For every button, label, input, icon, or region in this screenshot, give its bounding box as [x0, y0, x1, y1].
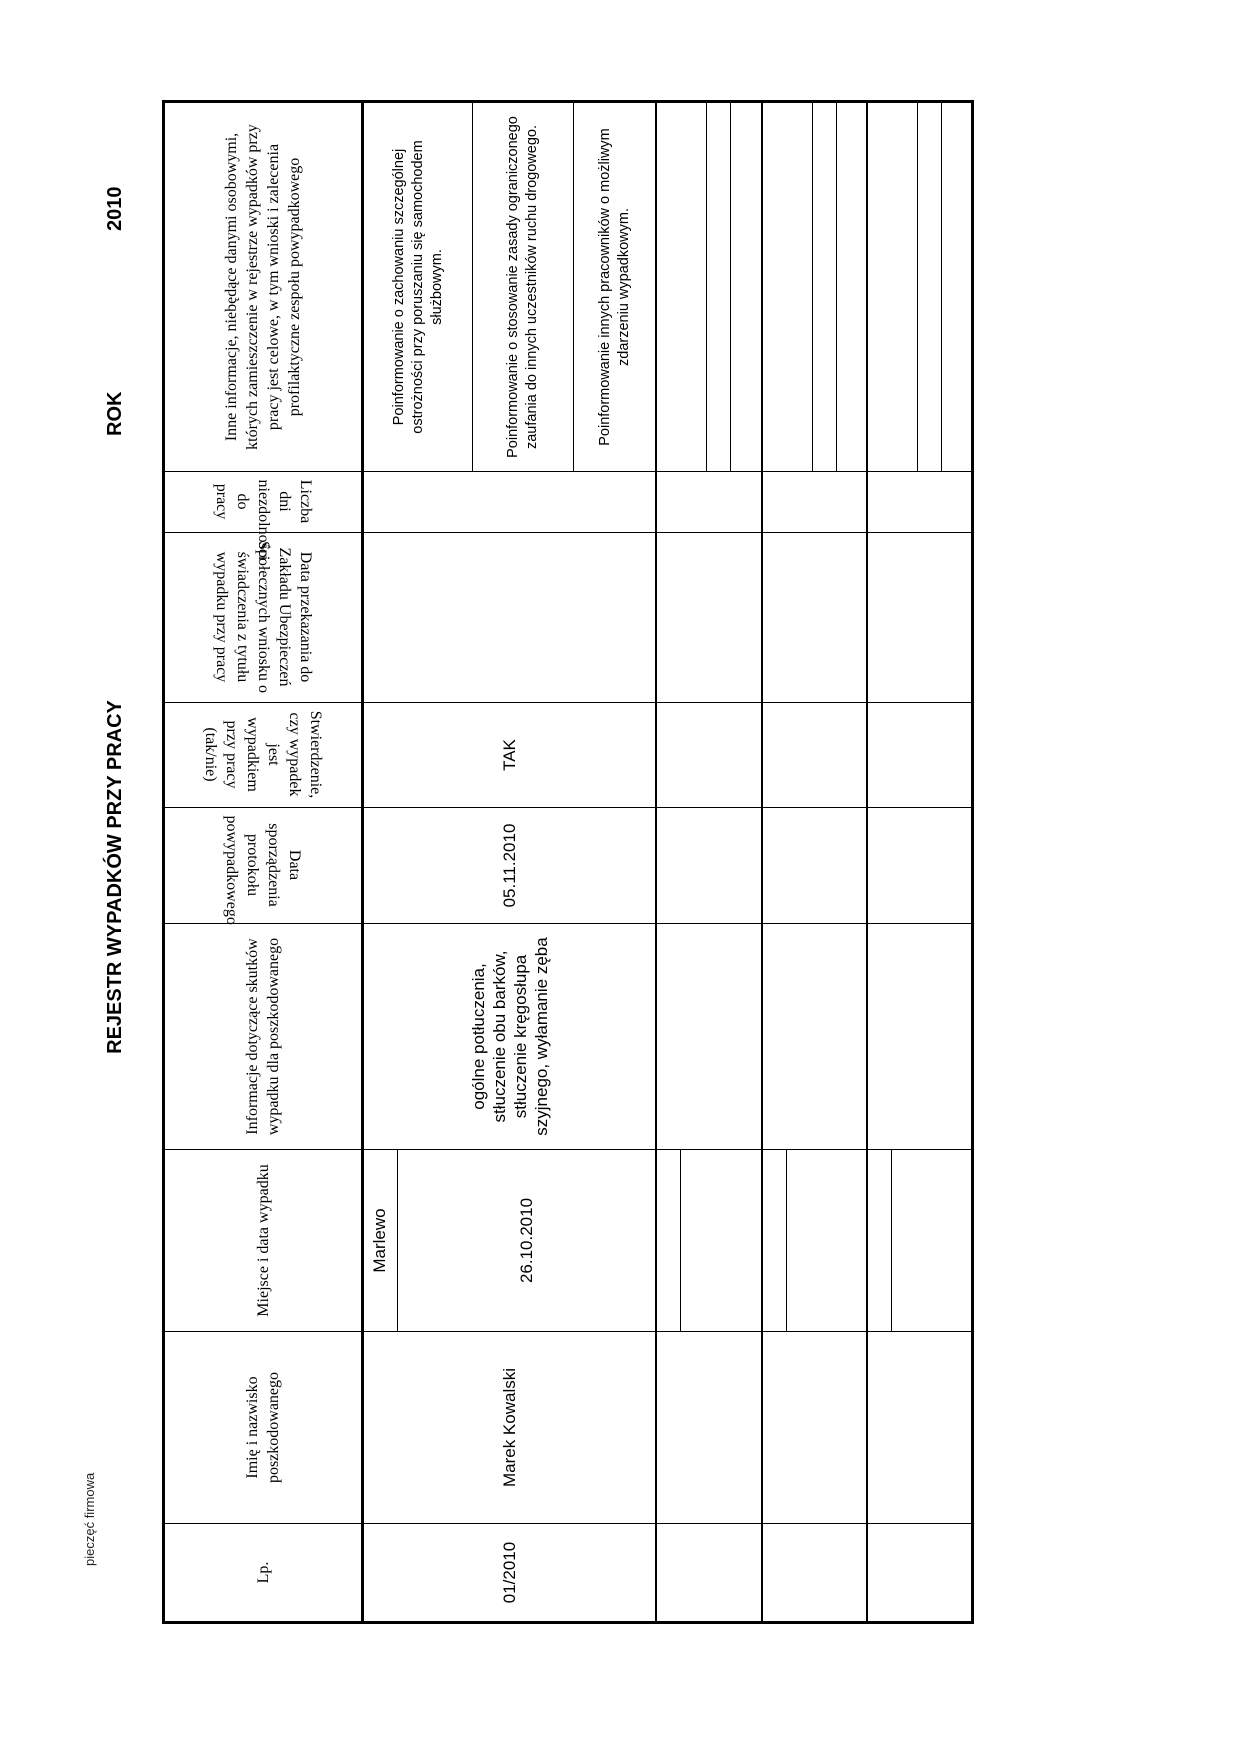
cell-protocol-date: 05.11.2010: [363, 808, 657, 924]
cell-empty: [656, 703, 762, 808]
cell-empty: [867, 808, 973, 924]
info-item: Poinformowanie innych pracowników o możliwym zdarzeniu wypadkowym.: [573, 103, 655, 471]
info-item: Poinformowanie o stosowanie zasady ograniczonego zaufania do innych uczestników ruchu drogowego.: [472, 103, 573, 471]
cell-empty: [762, 1332, 867, 1524]
info-item: Poinformowanie o zachowaniu szczególnej ostrożności przy poruszaniu się samochodem służbowym.: [390, 140, 445, 434]
cell-empty: [656, 102, 762, 472]
cell-date: 26.10.2010: [517, 1197, 536, 1284]
col-header-injuries: Informacje dotyczące skutków wypadku dla poszkodowanego: [164, 924, 363, 1150]
year-label: ROK: [104, 391, 126, 436]
cell-empty: [867, 1150, 973, 1332]
cell-empty: [656, 1524, 762, 1623]
col-header-zus-date: Data przekazania do Zakładu Ubezpieczeń Społecznych wniosku o świadczenia z tytułu wypadku przy pracy: [164, 533, 363, 703]
cell-empty: [762, 1524, 867, 1623]
accident-register-table: [162, 100, 974, 1624]
header-row: [164, 102, 363, 1623]
table-row: [363, 102, 657, 1623]
year-value: 2010: [104, 186, 126, 231]
register-title: REJESTR WYPADKÓW PRZY PRACY: [104, 700, 126, 1054]
cell-empty: [867, 924, 973, 1150]
col-header-other-info: Inne informacje, niebędące danymi osobowymi, których zamieszczenie w rejestrze wypadków przy pracy jest celowe, w tym wnioski i zalecenia profilaktyczne zespołu powypadkowego: [164, 102, 363, 472]
cell-empty: [656, 1332, 762, 1524]
cell-lp: 01/2010: [363, 1524, 657, 1623]
cell-empty: [762, 472, 867, 533]
table-row: [656, 102, 762, 1623]
cell-empty: [867, 703, 973, 808]
cell-empty: [867, 102, 973, 472]
cell-empty: [656, 533, 762, 703]
cell-empty: [762, 1150, 867, 1332]
col-header-name: Imię i nazwisko poszkodowanego: [164, 1332, 363, 1524]
col-header-place-date: Miejsce i data wypadku: [164, 1150, 363, 1332]
cell-empty: [867, 1524, 973, 1623]
cell-zus-date: [363, 533, 657, 703]
cell-empty: [656, 472, 762, 533]
col-header-days-unfit: Liczba dni niezdolności do pracy: [164, 472, 363, 533]
cell-empty: [656, 808, 762, 924]
cell-place: Marlewo: [364, 1150, 398, 1331]
cell-empty: [656, 924, 762, 1150]
company-stamp-label: pieczęć firmowa: [82, 1472, 97, 1566]
cell-empty: [867, 533, 973, 703]
cell-empty: [762, 703, 867, 808]
cell-empty: [762, 533, 867, 703]
cell-empty: [762, 924, 867, 1150]
col-header-protocol-date: Data sporządzenia protokołu powypadkowego: [164, 808, 363, 924]
cell-empty: [762, 808, 867, 924]
col-header-work-accident: Stwierdzenie, czy wypadek jest wypadkiem przy pracy (tak/nie): [164, 703, 363, 808]
cell-place-date: [363, 1150, 657, 1332]
cell-work-accident: TAK: [363, 703, 657, 808]
cell-injuries: ogólne potłuczenia, stłuczenie obu barków, stłuczenie kręgosłupa szyjnego, wyłamanie zęba: [363, 924, 657, 1150]
cell-empty: [867, 1332, 973, 1524]
cell-empty: [867, 472, 973, 533]
table-row: [762, 102, 867, 1623]
cell-name: Marek Kowalski: [363, 1332, 657, 1524]
cell-other-info: [363, 102, 657, 472]
table-row: [867, 102, 973, 1623]
cell-days-unfit: [363, 472, 657, 533]
cell-empty: [762, 102, 867, 472]
col-header-lp: Lp.: [164, 1524, 363, 1623]
cell-empty: [656, 1150, 762, 1332]
